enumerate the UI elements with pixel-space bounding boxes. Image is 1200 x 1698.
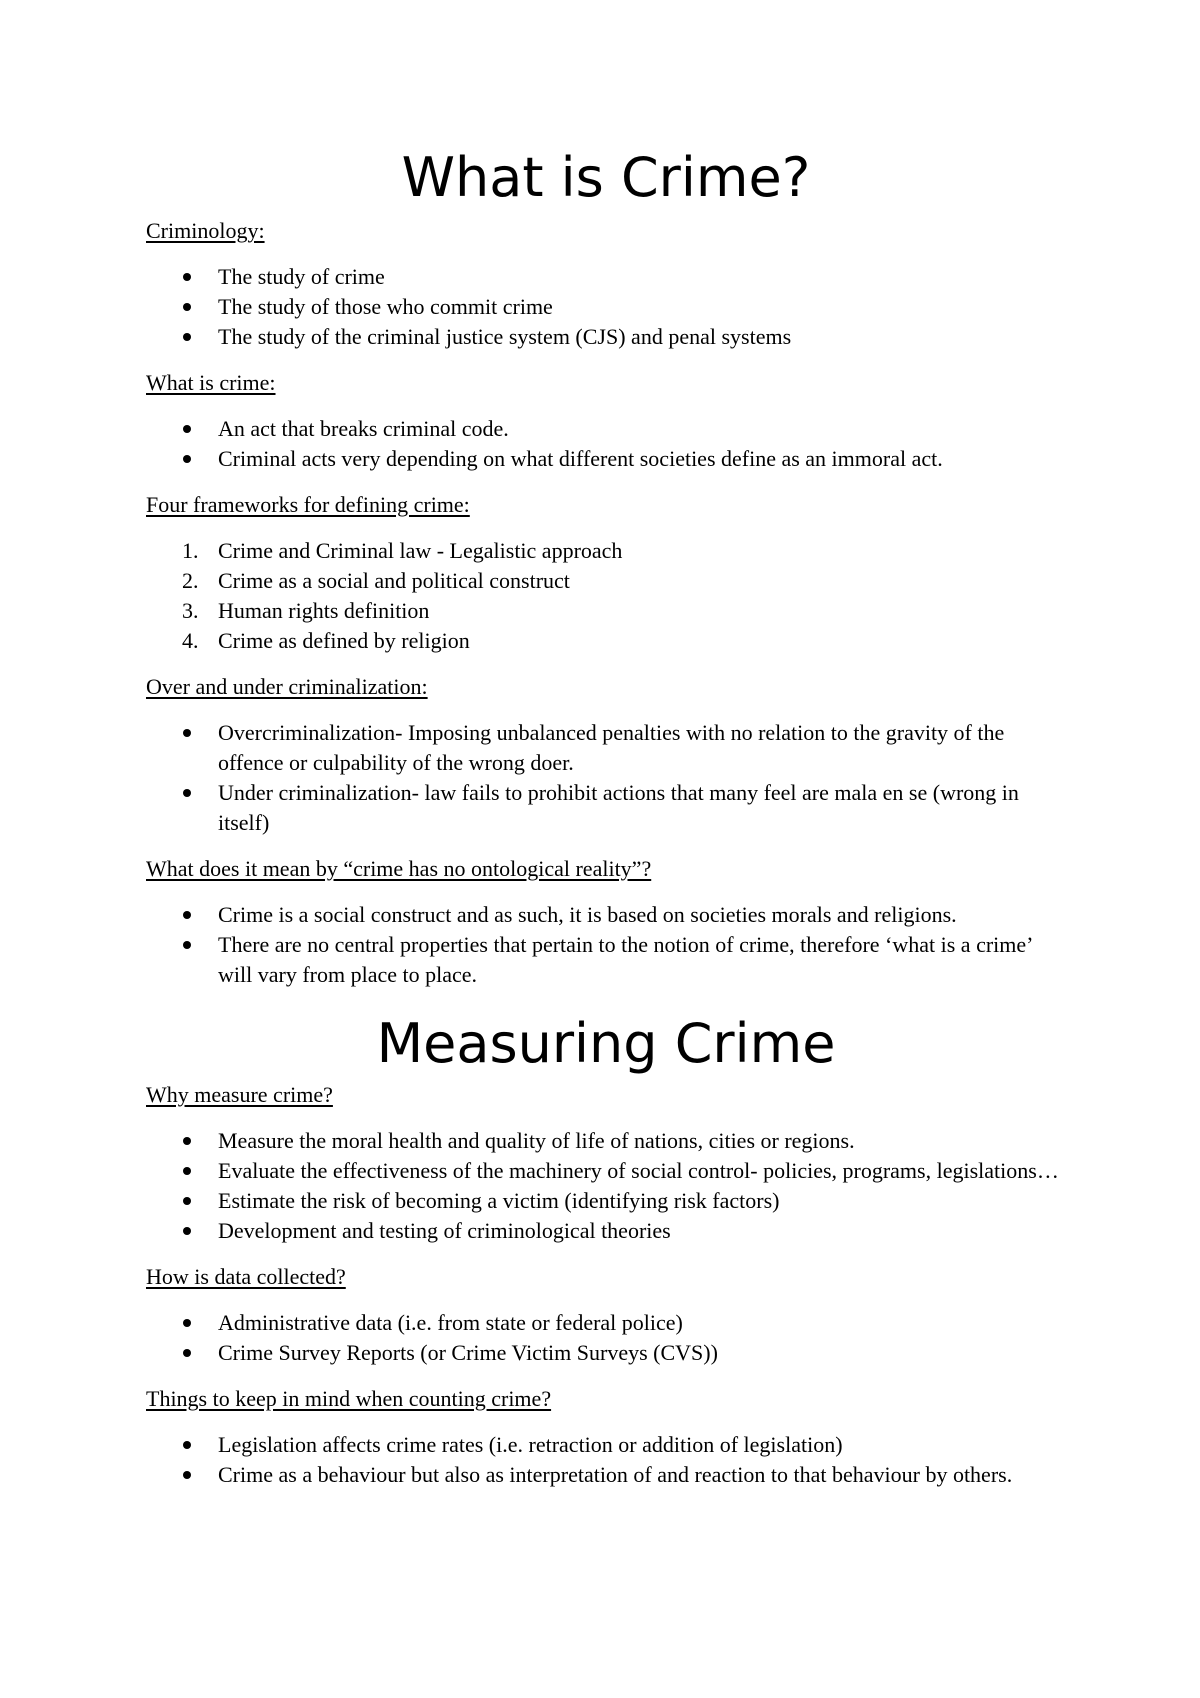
page-title-what-is-crime: What is Crime? <box>401 146 811 209</box>
list-item-text: Evaluate the effectiveness of the machinery of social control- policies, programs, legislations… <box>218 1158 1059 1183</box>
list-number: 4. <box>182 628 199 653</box>
list-item <box>146 444 1066 474</box>
list-item <box>146 1460 1066 1490</box>
list-item <box>146 414 1066 444</box>
sections-what-is-crime <box>146 216 1066 990</box>
list-item <box>146 596 1066 626</box>
list-item-text: Crime is a social construct and as such, it is based on societies morals and religions. <box>218 902 957 927</box>
bullet-list <box>146 414 1066 474</box>
list-item-text: The study of crime <box>218 264 385 289</box>
bullet-list <box>146 1430 1066 1490</box>
list-item <box>146 262 1066 292</box>
section-heading: What does it mean by “crime has no ontological reality”? <box>146 856 652 881</box>
list-item <box>146 292 1066 322</box>
section-heading: Four frameworks for defining crime: <box>146 492 470 517</box>
section-heading: Over and under criminalization: <box>146 674 428 699</box>
list-item-text: Crime as a behaviour but also as interpretation of and reaction to that behaviour by others. <box>218 1462 1013 1487</box>
list-item <box>146 322 1066 352</box>
document-page <box>146 140 1066 1506</box>
list-item-text: Development and testing of criminological theories <box>218 1218 671 1243</box>
section-heading: Criminology: <box>146 218 265 243</box>
list-item-text: Crime and Criminal law - Legalistic approach <box>218 538 623 563</box>
list-item <box>146 930 1066 990</box>
list-item <box>146 626 1066 656</box>
list-item <box>146 718 1066 778</box>
list-item <box>146 1186 1066 1216</box>
bullet-list <box>146 718 1066 838</box>
bullet-list <box>146 1308 1066 1368</box>
list-item <box>146 536 1066 566</box>
bullet-list <box>146 1126 1066 1246</box>
list-item-text: Administrative data (i.e. from state or federal police) <box>218 1310 683 1335</box>
list-item-text: Estimate the risk of becoming a victim (identifying risk factors) <box>218 1188 780 1213</box>
list-item-text: Criminal acts very depending on what different societies define as an immoral act. <box>218 446 943 471</box>
list-item-text: The study of those who commit crime <box>218 294 553 319</box>
list-number: 3. <box>182 598 199 623</box>
section-heading: Things to keep in mind when counting crime? <box>146 1386 552 1411</box>
list-item-text: Under criminalization- law fails to prohibit actions that many feel are mala en se (wrong in itself) <box>218 780 1019 835</box>
list-item-text: The study of the criminal justice system (CJS) and penal systems <box>218 324 792 349</box>
list-item <box>146 1126 1066 1156</box>
section-heading: Why measure crime? <box>146 1082 333 1107</box>
bullet-list <box>146 900 1066 990</box>
list-item-text: Crime as defined by religion <box>218 628 470 653</box>
list-item-text: Overcriminalization- Imposing unbalanced penalties with no relation to the gravity of the offence or culpability of the wrong doer. <box>218 720 1005 775</box>
sections-measuring-crime <box>146 1080 1066 1490</box>
list-item-text: Human rights definition <box>218 598 430 623</box>
list-item-text: Measure the moral health and quality of life of nations, cities or regions. <box>218 1128 855 1153</box>
section-heading: What is crime: <box>146 370 276 395</box>
list-item-text: Legislation affects crime rates (i.e. retraction or addition of legislation) <box>218 1432 843 1457</box>
bullet-list <box>146 262 1066 352</box>
list-item <box>146 900 1066 930</box>
list-item <box>146 778 1066 838</box>
list-item <box>146 1338 1066 1368</box>
list-item-text: Crime as a social and political construct <box>218 568 570 593</box>
list-item-text: An act that breaks criminal code. <box>218 416 509 441</box>
list-item <box>146 1156 1066 1186</box>
list-item-text: There are no central properties that pertain to the notion of crime, therefore ‘what is a crime’ will vary from place to place. <box>218 932 1032 987</box>
list-item <box>146 1216 1066 1246</box>
list-number: 2. <box>182 568 199 593</box>
list-item-text: Crime Survey Reports (or Crime Victim Surveys (CVS)) <box>218 1340 718 1365</box>
list-number: 1. <box>182 538 199 563</box>
section-heading: How is data collected? <box>146 1264 346 1289</box>
page-title-measuring-crime: Measuring Crime <box>376 1012 836 1075</box>
list-item <box>146 1308 1066 1338</box>
numbered-list <box>146 536 1066 656</box>
list-item <box>146 1430 1066 1460</box>
list-item <box>146 566 1066 596</box>
